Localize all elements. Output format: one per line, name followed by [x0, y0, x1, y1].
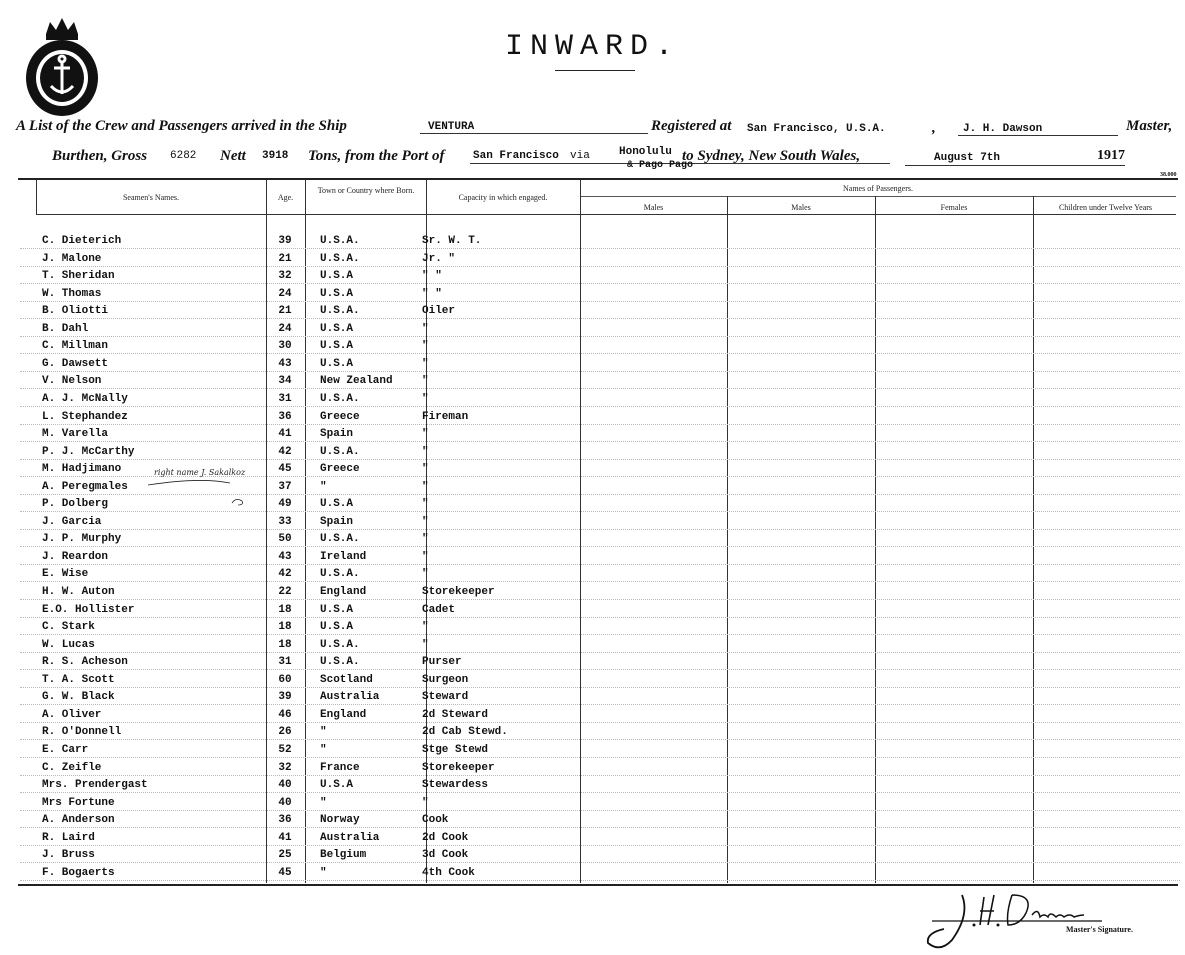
crew-capacity: Cadet — [422, 604, 456, 616]
row-rule — [20, 669, 1180, 670]
crew-name: V. Nelson — [42, 375, 102, 387]
row-rule — [20, 880, 1180, 881]
master-name: J. H. Dawson — [963, 123, 1043, 135]
crew-birthplace: " — [320, 481, 327, 493]
crew-birthplace: U.S.A. — [320, 568, 360, 580]
crew-name: J. Garcia — [42, 516, 102, 528]
crew-birthplace: U.S.A. — [320, 533, 360, 545]
crew-name: Mrs. Prendergast — [42, 779, 148, 791]
crew-birthplace: U.S.A. — [320, 639, 360, 651]
col-head-males-1: Males — [643, 203, 664, 212]
row-rule — [20, 862, 1180, 863]
burthen-label: Burthen, Gross — [52, 148, 148, 164]
crew-capacity: Storekeeper — [422, 586, 495, 598]
crest-seal-icon — [24, 12, 100, 118]
arrival-date: August 7th — [934, 152, 1001, 164]
col-head-passengers: Names of Passengers. — [843, 184, 913, 193]
title-rule — [555, 70, 635, 71]
crew-capacity: " — [422, 375, 429, 387]
master-label: Master, — [1126, 118, 1173, 134]
crew-capacity: " — [422, 498, 429, 510]
master-fill-line — [958, 135, 1118, 136]
crew-capacity: " — [422, 639, 429, 651]
crew-capacity: " " — [422, 288, 442, 300]
crew-name: A. J. McNally — [42, 393, 128, 405]
col-head-capacity: Capacity in which engaged. — [458, 193, 548, 202]
row-rule — [20, 634, 1180, 635]
row-rule — [20, 283, 1180, 284]
crew-birthplace: U.S.A. — [320, 305, 360, 317]
row-rule — [20, 511, 1180, 512]
col-divider — [1033, 196, 1034, 883]
crew-capacity: Sr. W. T. — [422, 235, 482, 247]
handwritten-annotation — [140, 463, 265, 509]
row-rule — [20, 827, 1180, 828]
crew-capacity: Cook — [422, 814, 449, 826]
crew-age: 33 — [278, 516, 292, 528]
row-rule — [20, 757, 1180, 758]
crew-birthplace: U.S.A — [320, 323, 354, 335]
crew-name: R. S. Acheson — [42, 656, 128, 668]
row-rule — [20, 371, 1180, 372]
row-rule — [20, 388, 1180, 389]
crew-age: 42 — [278, 568, 292, 580]
crew-age: 21 — [278, 253, 292, 265]
crew-capacity: " — [422, 393, 429, 405]
row-rule — [20, 353, 1180, 354]
row-rule — [20, 546, 1180, 547]
arrival-year: 1917 — [1097, 148, 1125, 163]
crew-age: 22 — [278, 586, 292, 598]
crew-birthplace: U.S.A. — [320, 253, 360, 265]
crew-age: 42 — [278, 446, 292, 458]
crew-age: 32 — [278, 270, 292, 282]
crew-name: E. Carr — [42, 744, 89, 756]
col-divider — [580, 180, 581, 883]
crew-birthplace: Greece — [320, 411, 360, 423]
crew-name: J. Malone — [42, 253, 102, 265]
crew-age: 39 — [278, 691, 292, 703]
crew-age: 40 — [278, 779, 292, 791]
crew-capacity: " — [422, 323, 429, 335]
col-head-born: Town or Country where Born. — [317, 186, 415, 195]
crew-birthplace: England — [320, 586, 367, 598]
row-rule — [20, 775, 1180, 776]
row-rule — [20, 617, 1180, 618]
crew-birthplace: Spain — [320, 428, 354, 440]
crew-name: W. Thomas — [42, 288, 102, 300]
crew-age: 49 — [278, 498, 292, 510]
col-divider — [305, 180, 306, 883]
crew-name: T. Sheridan — [42, 270, 115, 282]
row-rule — [20, 459, 1180, 460]
crew-birthplace: " — [320, 744, 327, 756]
col-divider — [875, 196, 876, 883]
crew-capacity: " — [422, 428, 429, 440]
gross-tons: 6282 — [170, 150, 197, 162]
crew-birthplace: England — [320, 709, 367, 721]
crew-name: J. P. Murphy — [42, 533, 122, 545]
crew-name: P. J. McCarthy — [42, 446, 135, 458]
crew-age: 32 — [278, 762, 292, 774]
crew-age: 31 — [278, 393, 292, 405]
crew-name: G. W. Black — [42, 691, 115, 703]
crew-name: R. Laird — [42, 832, 95, 844]
via-label: via — [570, 150, 590, 162]
crew-birthplace: U.S.A — [320, 779, 354, 791]
crew-birthplace: U.S.A — [320, 604, 354, 616]
crew-age: 18 — [278, 621, 292, 633]
crew-birthplace: U.S.A — [320, 498, 354, 510]
crew-capacity: " — [422, 797, 429, 809]
via-port-2: & Pago Pago — [627, 160, 694, 171]
crew-name: W. Lucas — [42, 639, 95, 651]
row-rule — [20, 564, 1180, 565]
row-rule — [20, 581, 1180, 582]
crew-capacity: Stge Stewd — [422, 744, 489, 756]
row-rule — [20, 704, 1180, 705]
col-head-age: Age. — [277, 193, 294, 202]
row-rule — [20, 336, 1180, 337]
row-rule — [20, 739, 1180, 740]
crew-name: M. Varella — [42, 428, 109, 440]
crew-age: 46 — [278, 709, 292, 721]
crew-capacity: 2d Cab Stewd. — [422, 726, 508, 738]
passenger-subheader-rule — [580, 196, 1176, 197]
crew-name: A. Oliver — [42, 709, 102, 721]
crew-age: 25 — [278, 849, 292, 861]
row-rule — [20, 441, 1180, 442]
crew-age: 26 — [278, 726, 292, 738]
row-rule — [20, 266, 1180, 267]
crew-capacity: 2d Steward — [422, 709, 489, 721]
via-port-1: Honolulu — [619, 146, 672, 158]
row-rule — [20, 248, 1180, 249]
master-signature — [922, 885, 1107, 953]
crew-capacity: " — [422, 446, 429, 458]
crew-age: 41 — [278, 832, 292, 844]
crew-birthplace: U.S.A. — [320, 446, 360, 458]
crew-age: 39 — [278, 235, 292, 247]
crew-capacity: Steward — [422, 691, 469, 703]
tons-from-label: Tons, from the Port of — [308, 148, 445, 164]
page-title: INWARD. — [504, 30, 681, 64]
crew-capacity: Surgeon — [422, 674, 469, 686]
crew-name: A. Peregmales — [42, 481, 128, 493]
crew-birthplace: " — [320, 797, 327, 809]
crew-birthplace: Ireland — [320, 551, 367, 563]
crew-age: 52 — [278, 744, 292, 756]
crew-name: H. W. Auton — [42, 586, 115, 598]
crew-birthplace: Scotland — [320, 674, 373, 686]
crew-name: C. Dieterich — [42, 235, 122, 247]
crew-birthplace: France — [320, 762, 360, 774]
ship-name: VENTURA — [428, 121, 475, 133]
crew-capacity: Fireman — [422, 411, 469, 423]
crew-age: 50 — [278, 533, 292, 545]
row-rule — [20, 722, 1180, 723]
crew-name: B. Dahl — [42, 323, 89, 335]
crew-capacity: 4th Cook — [422, 867, 475, 879]
crew-capacity: Storekeeper — [422, 762, 495, 774]
row-rule — [20, 652, 1180, 653]
nett-tons: 3918 — [262, 150, 289, 162]
crew-age: 24 — [278, 323, 292, 335]
crew-capacity: 3d Cook — [422, 849, 469, 861]
crew-capacity: Purser — [422, 656, 462, 668]
crew-birthplace: Norway — [320, 814, 360, 826]
row-rule — [20, 792, 1180, 793]
crew-birthplace: Greece — [320, 463, 360, 475]
col-divider — [266, 180, 267, 883]
crew-age: 40 — [278, 797, 292, 809]
crew-capacity: " " — [422, 270, 442, 282]
crew-name: F. Bogaerts — [42, 867, 115, 879]
row-rule — [20, 529, 1180, 530]
ship-fill-line — [420, 133, 648, 134]
col-head-females: Females — [940, 203, 968, 212]
crew-name: J. Reardon — [42, 551, 109, 563]
col-head-males-2: Males — [791, 203, 811, 212]
crew-name: E.O. Hollister — [42, 604, 135, 616]
crew-age: 37 — [278, 481, 292, 493]
crew-age: 30 — [278, 340, 292, 352]
crew-name: G. Dawsett — [42, 358, 109, 370]
from-port: San Francisco — [473, 150, 559, 162]
crew-capacity: " — [422, 481, 429, 493]
row-rule — [20, 845, 1180, 846]
crew-age: 21 — [278, 305, 292, 317]
crew-capacity: " — [422, 568, 429, 580]
crew-capacity: " — [422, 621, 429, 633]
crew-age: 43 — [278, 551, 292, 563]
crew-name: M. Hadjimano — [42, 463, 122, 475]
crew-age: 18 — [278, 604, 292, 616]
crew-name: B. Oliotti — [42, 305, 109, 317]
crew-capacity: 2d Cook — [422, 832, 469, 844]
registered-comma: , — [932, 120, 936, 136]
crew-birthplace: U.S.A. — [320, 656, 360, 668]
to-sydney-label: to Sydney, New South Wales, — [682, 148, 861, 164]
registered-label: Registered at — [651, 118, 732, 134]
row-rule — [20, 318, 1180, 319]
crew-capacity: " — [422, 516, 429, 528]
crew-age: 60 — [278, 674, 292, 686]
col-divider — [727, 196, 728, 883]
crew-name: C. Stark — [42, 621, 95, 633]
crew-birthplace: Australia — [320, 832, 380, 844]
crew-age: 34 — [278, 375, 292, 387]
col-head-children: Children under Twelve Years — [1058, 203, 1153, 212]
crew-age: 45 — [278, 867, 292, 879]
crew-name: C. Millman — [42, 340, 109, 352]
crew-name: Mrs Fortune — [42, 797, 115, 809]
crew-capacity: " — [422, 551, 429, 563]
crew-birthplace: U.S.A — [320, 288, 354, 300]
crew-name: R. O'Donnell — [42, 726, 122, 738]
crew-capacity: " — [422, 463, 429, 475]
crew-age: 43 — [278, 358, 292, 370]
col-divider — [426, 180, 427, 883]
crew-birthplace: U.S.A. — [320, 235, 360, 247]
row-rule — [20, 599, 1180, 600]
row-rule — [20, 424, 1180, 425]
list-heading: A List of the Crew and Passengers arrived in the Ship — [16, 118, 347, 134]
row-rule — [20, 406, 1180, 407]
registered-port: San Francisco, U.S.A. — [747, 123, 886, 135]
crew-birthplace: Australia — [320, 691, 380, 703]
crew-name: T. A. Scott — [42, 674, 115, 686]
crew-birthplace: U.S.A — [320, 621, 354, 633]
crew-capacity: Stewardess — [422, 779, 489, 791]
crew-birthplace: U.S.A — [320, 340, 354, 352]
table-top-rule — [18, 178, 1178, 180]
crew-birthplace: U.S.A — [320, 358, 354, 370]
crew-age: 41 — [278, 428, 292, 440]
crew-name: P. Dolberg — [42, 498, 109, 510]
crew-birthplace: Belgium — [320, 849, 367, 861]
date-fill-line — [905, 165, 1125, 166]
annotation-text: right name J. Sakalkoz — [154, 468, 246, 477]
crew-age: 31 — [278, 656, 292, 668]
crew-capacity: " — [422, 358, 429, 370]
crew-age: 18 — [278, 639, 292, 651]
row-rule — [20, 301, 1180, 302]
table-header-rule — [36, 214, 1176, 215]
crew-age: 24 — [278, 288, 292, 300]
crew-age: 45 — [278, 463, 292, 475]
crew-capacity: " — [422, 340, 429, 352]
crew-name: C. Zeifle — [42, 762, 102, 774]
col-head-names: Seamen's Names. — [122, 193, 180, 202]
crew-name: J. Bruss — [42, 849, 95, 861]
crew-birthplace: " — [320, 726, 327, 738]
row-rule — [20, 687, 1180, 688]
row-rule — [20, 810, 1180, 811]
crew-name: L. Stephandez — [42, 411, 128, 423]
crew-capacity: " — [422, 533, 429, 545]
crew-age: 36 — [278, 411, 292, 423]
crew-capacity: Oiler — [422, 305, 456, 317]
crew-birthplace: U.S.A. — [320, 393, 360, 405]
crew-birthplace: Spain — [320, 516, 354, 528]
crew-birthplace: U.S.A — [320, 270, 354, 282]
nett-label: Nett — [220, 148, 246, 164]
crew-age: 36 — [278, 814, 292, 826]
signature-label: Master's Signature. — [1066, 925, 1133, 934]
crew-name: A. Anderson — [42, 814, 115, 826]
crew-birthplace: New Zealand — [320, 375, 393, 387]
crew-capacity: Jr. " — [422, 253, 456, 265]
crew-name: E. Wise — [42, 568, 89, 580]
crew-birthplace: " — [320, 867, 327, 879]
corner-mark: 38.000 — [1160, 172, 1177, 178]
